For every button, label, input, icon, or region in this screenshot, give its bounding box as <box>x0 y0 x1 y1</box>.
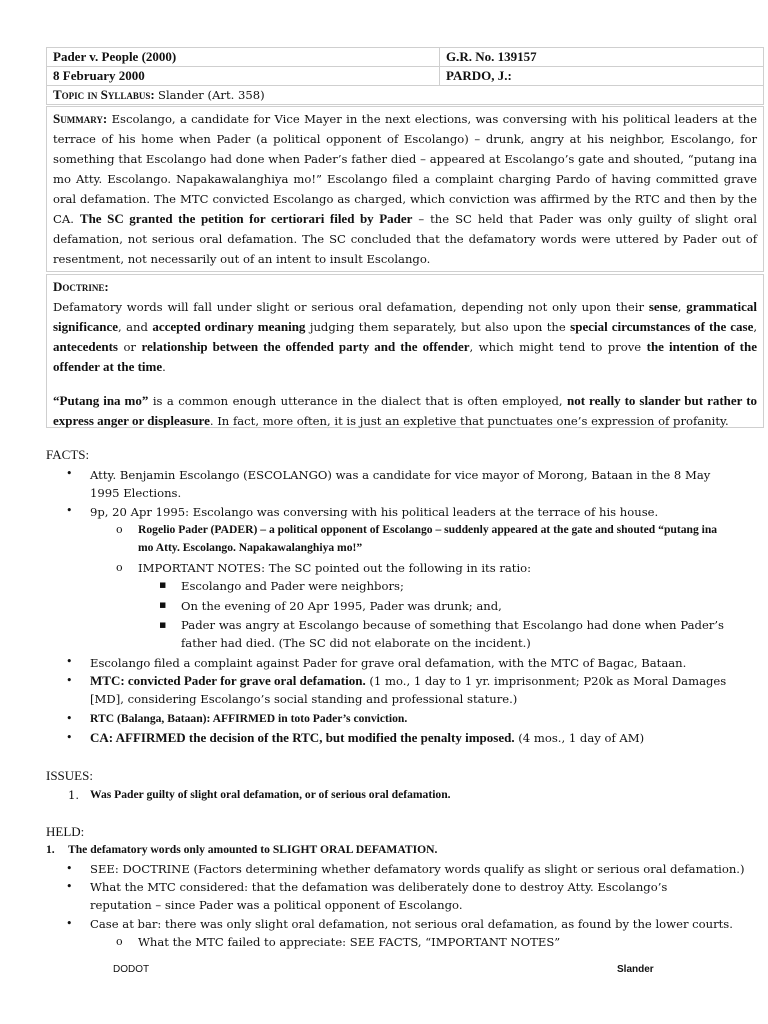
doctrine-text: . In fact, more often, it is just an expletive that punctuates one’s expression of profanity. <box>209 414 729 428</box>
fact-4 <box>90 672 730 708</box>
held-heading: HELD: <box>46 824 85 839</box>
bullet-icon: • <box>66 731 73 744</box>
summary-text-2: – the SC held that Pader was only guilty of slight oral defamation, not serious oral defamation. The SC concluded that the defamatory words were uttered by Pader out of resentment, not necessarily out of an intent to insult Escolango. <box>53 212 758 266</box>
facts-heading: FACTS: <box>46 447 90 462</box>
held-1c: Case at bar: there was only slight oral defamation, not serious oral defamation, as found by the lower courts. <box>90 917 733 931</box>
held-1a: SEE: DOCTRINE (Factors determining whether defamatory words qualify as slight or serious oral defamation.) <box>90 862 745 876</box>
held-number: 1. <box>46 843 55 856</box>
circle-bullet-icon: o <box>116 523 123 536</box>
doctrine-text: judging them separately, but also upon the <box>309 320 566 334</box>
fact-5: RTC (Balanga, Bataan): AFFIRMED in toto Pader’s conviction. <box>90 712 408 725</box>
square-bullet-icon: ▪ <box>159 578 167 591</box>
gr-number: G.R. No. 139157 <box>440 48 764 67</box>
doctrine-paragraph-1 <box>53 297 757 377</box>
held-1: The defamatory words only amounted to SLIGHT ORAL DEFAMATION. <box>68 843 438 856</box>
case-title: Pader v. People (2000) <box>47 48 440 67</box>
bullet-icon: • <box>66 467 73 480</box>
fact-6-text: (4 mos., 1 day of AM) <box>518 731 645 745</box>
summary-bold: The SC granted the petition for certiorari filed by Pader <box>79 211 413 226</box>
doctrine-box <box>46 274 764 428</box>
summary-text-1: Escolango, a candidate for Vice Mayer in the next elections, was conversing with his political leaders at the terrace of his home when Pader (a political opponent of Escolango) – drunk, angry at his neighbor, Escolango, for something that Escolango had done when Pader’s father died – appeared at Escolango’s gate and shouted, “putang ina mo Atty. Escolango. Napakawalanghiya mo!” Escolango filed a complaint charging Pardo of having committed grave oral defamation. The MTC convicted Escolango as charged, which conviction was affirmed by the RTC and then by the CA. <box>53 112 757 226</box>
fact-6-bold: CA: AFFIRMED the decision of the RTC, but modified the penalty imposed. <box>90 730 515 745</box>
ponente: PARDO, J.: <box>440 67 764 86</box>
summary-label: Summary: <box>53 111 108 126</box>
held-1c1: What the MTC failed to appreciate: SEE FACTS, “IMPORTANT NOTES” <box>138 935 561 949</box>
fact-2a: Rogelio Pader (PADER) – a political opponent of Escolango – suddenly appeared at the gate and shouted “putang ina mo Atty. Escolango. Napakawalanghiya mo!” <box>138 523 718 554</box>
issue-number: 1. <box>68 788 80 802</box>
doctrine-text: . <box>162 360 166 374</box>
circle-bullet-icon: o <box>116 561 123 574</box>
doctrine-bold: accepted ordinary meaning <box>152 319 306 334</box>
bullet-icon: • <box>66 674 73 687</box>
fact-4-bold: MTC: convicted Pader for grave oral defamation. <box>90 673 366 688</box>
issue-1: Was Pader guilty of slight oral defamation, or of serious oral defamation. <box>90 788 451 801</box>
fact-1: Atty. Benjamin Escolango (ESCOLANGO) was a candidate for vice mayor of Morong, Bataan in the 8 May 1995 Elections. <box>90 468 711 500</box>
case-header-table <box>46 47 764 105</box>
held-1b: What the MTC considered: that the defamation was deliberately done to destroy Atty. Escolango’s reputation – since Pader was a political opponent of Escolango. <box>90 880 668 912</box>
doctrine-text: , and <box>118 320 148 334</box>
doctrine-paragraph-2 <box>53 391 757 431</box>
bullet-icon: • <box>66 504 73 517</box>
doctrine-text: , <box>677 300 682 314</box>
doctrine-bold: grammatical significance <box>53 299 758 334</box>
bullet-icon: • <box>66 862 73 875</box>
fact-2: 9p, 20 Apr 1995: Escolango was conversing with his political leaders at the terrace of his house. <box>90 505 659 519</box>
doctrine-text: Defamatory words will fall under slight or serious oral defamation, depending not only upon their <box>53 300 645 314</box>
fact-2b: IMPORTANT NOTES: The SC pointed out the following in its ratio: <box>138 561 532 575</box>
fact-2b2: On the evening of 20 Apr 1995, Pader was drunk; and, <box>181 599 502 613</box>
fact-3: Escolango filed a complaint against Pader for grave oral defamation, with the MTC of Bagac, Bataan. <box>90 656 687 670</box>
topic-label: Topic in Syllabus: <box>53 87 155 102</box>
doctrine-bold: special circumstances of the case <box>570 319 754 334</box>
square-bullet-icon: ▪ <box>159 598 167 611</box>
doctrine-text: or <box>123 340 136 354</box>
fact-4-text: (1 mo., 1 day to 1 yr. imprisonment; P20k as Moral Damages [MD], considering Escolango’s social standing and professional stature.) <box>90 674 727 706</box>
doctrine-bold: the intention of the offender at the time <box>53 339 757 374</box>
doctrine-text: , <box>753 320 758 334</box>
bullet-icon: • <box>66 880 73 893</box>
doctrine-label: Doctrine: <box>53 279 109 294</box>
issues-heading: ISSUES: <box>46 768 93 783</box>
topic-row <box>47 86 764 105</box>
doctrine-bold: sense <box>648 299 678 314</box>
circle-bullet-icon: o <box>116 935 123 948</box>
footer-left: DODOT <box>113 964 150 975</box>
topic-value: Slander (Art. 358) <box>158 88 265 102</box>
bullet-icon: • <box>66 712 73 725</box>
bullet-icon: • <box>66 917 73 930</box>
doctrine-bold: not really to slander but rather to express anger or displeasure <box>53 393 758 428</box>
bullet-icon: • <box>66 655 73 668</box>
doctrine-bold: “Putang ina mo” <box>53 393 149 408</box>
doctrine-text: , which might tend to prove <box>469 340 642 354</box>
fact-6 <box>90 729 750 747</box>
footer-right: Slander <box>617 964 654 975</box>
doctrine-text: is a common enough utterance in the dialect that is often employed, <box>152 394 563 408</box>
fact-2b3: Pader was angry at Escolango because of something that Escolango had done when Pader’s father had died. (The SC did not elaborate on the incident.) <box>181 618 724 650</box>
doctrine-bold: antecedents <box>53 339 118 354</box>
square-bullet-icon: ▪ <box>159 618 167 631</box>
doctrine-bold: relationship between the offended party and the offender <box>141 339 470 354</box>
decision-date: 8 February 2000 <box>47 67 440 86</box>
summary-box <box>46 106 764 272</box>
fact-2b1: Escolango and Pader were neighbors; <box>181 579 404 593</box>
